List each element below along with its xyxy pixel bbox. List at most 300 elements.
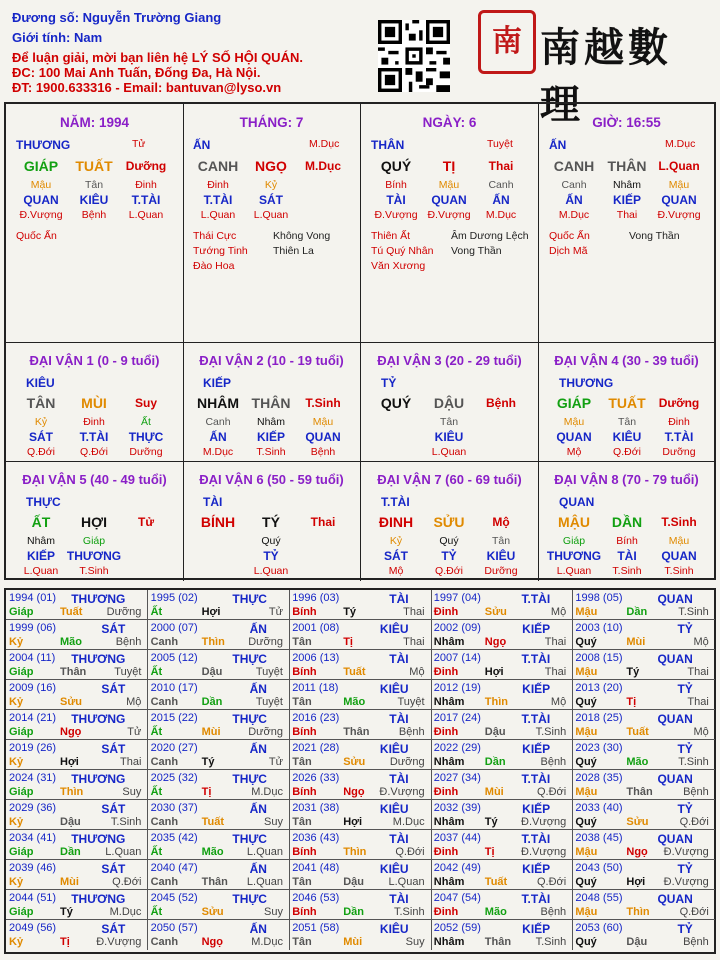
- year-branch: Hợi: [201, 606, 221, 618]
- year-label: 2002 (09): [433, 622, 481, 634]
- dai-van-hidden-stage: M.Dục: [202, 446, 234, 458]
- year-cell: [572, 890, 714, 920]
- star-label: Quốc Ấn: [16, 230, 57, 242]
- hidden-stage: Đ.Vượng: [374, 209, 418, 221]
- dai-van-hidden-stage: Q.Đới: [27, 446, 55, 458]
- dai-van-hidden-god: QUAN: [305, 430, 341, 444]
- year-ten-god: THỰC: [232, 592, 267, 606]
- year-ten-god: THỰC: [232, 832, 267, 846]
- year-stage: Bệnh: [683, 786, 709, 798]
- year-label: 2022 (29): [433, 742, 481, 754]
- year-label: 2040 (47): [150, 862, 198, 874]
- year-stage: L.Quan: [246, 846, 283, 858]
- year-stem: Ất: [150, 666, 163, 678]
- year-cell: [572, 650, 714, 680]
- hidden-stage: Bệnh: [81, 209, 107, 221]
- year-label: 2042 (49): [433, 862, 481, 874]
- year-stem: Giáp: [9, 606, 34, 618]
- year-label: 2052 (59): [433, 922, 481, 934]
- dai-van-ten-god: THỰC: [26, 495, 61, 509]
- year-ten-god: KIẾP: [522, 742, 551, 756]
- year-branch: Dần: [343, 906, 364, 918]
- star-label: Văn Xương: [371, 260, 426, 272]
- year-ten-god: THƯƠNG: [71, 712, 126, 726]
- year-label: 2011 (18): [292, 682, 339, 694]
- hidden-stem: Canh: [561, 179, 587, 191]
- year-cell: [572, 590, 714, 620]
- dai-van-stage: Thai: [310, 515, 336, 529]
- dai-van-hidden-stage: Q.Đới: [80, 446, 108, 458]
- hidden-god: T.TÀI: [131, 193, 161, 207]
- year-branch: Tý: [484, 816, 498, 828]
- year-branch: Thìn: [343, 846, 367, 858]
- year-stage: Dưỡng: [106, 606, 142, 618]
- year-cell: [148, 860, 290, 890]
- dai-van-hidden-god: T.TÀI: [664, 430, 694, 444]
- dai-van-stage: Suy: [134, 396, 157, 410]
- year-branch: Dậu: [343, 876, 364, 888]
- year-branch: Tý: [201, 756, 215, 768]
- year-stage: Mộ: [693, 636, 709, 648]
- year-ten-god: TỶ: [677, 682, 693, 696]
- year-branch: Sửu: [626, 816, 649, 828]
- dai-van-hidden-stem: Quý: [439, 535, 459, 547]
- dai-van-hidden-stem: Tân: [491, 535, 511, 547]
- dai-van-branch: HỢI: [81, 514, 107, 530]
- year-stage: T.Sinh: [678, 756, 709, 768]
- pillar-stage: Dưỡng: [125, 159, 167, 173]
- dai-van-branch: DẦN: [611, 514, 643, 530]
- year-branch: Thân: [201, 876, 228, 888]
- dai-van-hidden-stage: Dưỡng: [129, 446, 163, 458]
- year-cell: [6, 860, 148, 890]
- qr-code-icon: [378, 20, 450, 92]
- year-ten-god: KIẾP: [522, 802, 551, 816]
- year-label: 2037 (44): [433, 832, 481, 844]
- dai-van-hidden-stage: Bệnh: [310, 446, 336, 458]
- year-ten-god: KIÊU: [379, 862, 409, 876]
- dai-van-hidden-stage: Mộ: [566, 446, 582, 458]
- year-stem: Đinh: [433, 906, 459, 918]
- year-ten-god: KIẾP: [522, 922, 551, 936]
- year-label: 2024 (31): [9, 772, 57, 784]
- year-stage: Thai: [403, 606, 425, 618]
- year-stage: Bệnh: [540, 756, 567, 768]
- year-stem: Bính: [292, 786, 317, 798]
- dai-van-hidden-stem: Bính: [616, 535, 638, 547]
- year-ten-god: THƯƠNG: [71, 892, 126, 906]
- dai-van-hidden-stage: Q.Đới: [613, 446, 641, 458]
- year-branch: Mùi: [343, 936, 363, 948]
- year-cell: [289, 920, 431, 950]
- year-stage: Mộ: [126, 696, 142, 708]
- year-stage: Đ.Vượng: [379, 786, 425, 798]
- dai-van-title: ĐẠI VẬN 8 (70 - 79 tuổi): [554, 472, 699, 487]
- year-stem: Ất: [150, 606, 163, 618]
- year-label: 2053 (60): [575, 922, 623, 934]
- year-stage: Thai: [119, 756, 142, 768]
- year-stem: Mậu: [575, 726, 598, 738]
- year-ten-god: KIÊU: [379, 682, 409, 696]
- dai-van-stage: Bệnh: [486, 396, 516, 410]
- year-label: 2051 (58): [292, 922, 340, 934]
- star-label: Đào Hoa: [193, 260, 235, 272]
- pillar-stage: L.Quan: [658, 159, 700, 173]
- year-label: 2018 (25): [575, 712, 623, 724]
- year-label: 2000 (07): [150, 622, 198, 634]
- year-stem: Quý: [575, 876, 597, 888]
- year-branch: Tị: [484, 846, 495, 858]
- chart-grid: [4, 102, 716, 580]
- year-ten-god: ẤN: [249, 862, 267, 876]
- dai-van-hidden-stage: T.Sinh: [612, 565, 642, 577]
- dai-van-stem: MẬU: [558, 514, 590, 530]
- year-label: 1994 (01): [9, 592, 57, 604]
- year-label: 2019 (26): [9, 742, 57, 754]
- year-label: 2016 (23): [292, 712, 340, 724]
- year-stem: Quý: [575, 636, 597, 648]
- year-stem: Canh: [150, 936, 179, 948]
- year-branch: Dần: [60, 846, 81, 858]
- year-branch: Thân: [626, 786, 653, 798]
- pillar-stem: CANH: [197, 158, 239, 174]
- year-stage: Mộ: [693, 726, 709, 738]
- dai-van-branch: DẬU: [433, 395, 465, 411]
- year-stem: Tân: [292, 636, 312, 648]
- pillar-branch: TUẤT: [75, 158, 113, 174]
- year-label: 2003 (10): [575, 622, 623, 634]
- year-branch: Mão: [484, 906, 507, 918]
- dai-van-cell: [361, 462, 539, 581]
- dai-van-hidden-stem: Giáp: [562, 535, 586, 547]
- year-label: 2025 (32): [150, 772, 198, 784]
- year-stage: Tuyệt: [255, 696, 283, 708]
- year-cell: [572, 740, 714, 770]
- dai-van-stage: T.Sinh: [661, 515, 697, 529]
- dai-van-hidden-god: KIẾP: [256, 430, 285, 444]
- year-ten-god: TÀI: [389, 652, 409, 666]
- dai-van-stem: BÍNH: [200, 514, 236, 530]
- year-stem: Nhâm: [433, 936, 465, 948]
- dai-van-cell: [361, 343, 539, 462]
- year-stage: Mộ: [550, 606, 567, 618]
- year-branch: Dần: [626, 606, 648, 618]
- dai-van-hidden-stem: Nhâm: [26, 535, 55, 547]
- dai-van-ten-god: TỶ: [381, 376, 397, 390]
- pillar-cell: [539, 104, 714, 343]
- dai-van-branch: SỬU: [433, 514, 465, 530]
- year-ten-god: SÁT: [101, 622, 126, 636]
- year-stem: Kỷ: [9, 936, 24, 948]
- year-stem: Ất: [150, 726, 163, 738]
- star-label: Thiên Ất: [371, 230, 411, 242]
- year-stage: Tuyệt: [397, 696, 425, 708]
- year-cell: [289, 800, 431, 830]
- dai-van-ten-god: KIẾP: [203, 376, 232, 390]
- year-label: 1999 (06): [9, 622, 57, 634]
- dai-van-hidden-stage: T.Sinh: [256, 446, 286, 458]
- year-stem: Nhâm: [433, 876, 465, 888]
- year-stage: Thai: [544, 636, 567, 648]
- year-branch: Ngọ: [484, 636, 507, 648]
- year-cell: [289, 590, 431, 620]
- year-branch: Dậu: [484, 726, 506, 738]
- year-branch: Mùi: [626, 636, 646, 648]
- year-label: 2027 (34): [433, 772, 481, 784]
- year-stem: Tân: [292, 816, 312, 828]
- pillar-stage-top: Tuyệt: [487, 138, 513, 150]
- year-ten-god: THỰC: [232, 652, 267, 666]
- year-cell: [572, 830, 714, 860]
- dai-van-hidden-stem: Nhâm: [256, 416, 285, 428]
- year-cell: [6, 590, 148, 620]
- year-stage: Mộ: [550, 696, 567, 708]
- year-branch: Dậu: [201, 666, 223, 678]
- year-stage: T.Sinh: [535, 936, 567, 948]
- year-ten-god: TÀI: [389, 892, 409, 906]
- year-branch: Tị: [60, 936, 70, 948]
- year-cell: [572, 800, 714, 830]
- logo-seal: 南: [478, 10, 536, 74]
- dai-van-title: ĐẠI VẬN 2 (10 - 19 tuổi): [199, 353, 344, 368]
- dai-van-hidden-stage: L.Quan: [556, 565, 592, 577]
- dai-van-hidden-stage: Q.Đới: [435, 565, 463, 577]
- year-ten-god: TỶ: [677, 742, 693, 756]
- year-label: 2036 (43): [292, 832, 340, 844]
- dai-van-hidden-stage: Dưỡng: [484, 565, 518, 577]
- year-stage: Bệnh: [540, 906, 567, 918]
- year-ten-god: THỰC: [232, 712, 267, 726]
- year-branch: Mão: [60, 636, 82, 648]
- hidden-god: QUAN: [23, 193, 59, 207]
- pillar-branch: THÂN: [607, 158, 647, 174]
- year-label: 2010 (17): [150, 682, 198, 694]
- year-stem: Ất: [150, 906, 163, 918]
- year-branch: Thìn: [201, 636, 225, 648]
- year-label: 2004 (11): [9, 652, 56, 664]
- year-stage: T.Sinh: [110, 816, 142, 828]
- star-label: Thái Cực: [193, 230, 237, 242]
- hidden-god: ẤN: [565, 193, 583, 207]
- dai-van-hidden-stem: Giáp: [82, 535, 106, 547]
- dai-van-stem: ẤT: [31, 514, 51, 530]
- year-branch: Mùi: [201, 726, 221, 738]
- year-branch: Mão: [343, 696, 366, 708]
- year-branch: Thìn: [484, 696, 509, 708]
- year-stem: Canh: [150, 756, 179, 768]
- dai-van-hidden-god: TỶ: [263, 549, 279, 563]
- dai-van-ten-god: QUAN: [559, 495, 595, 509]
- year-label: 2032 (39): [433, 802, 481, 814]
- year-label: 2009 (16): [9, 682, 57, 694]
- year-label: 2050 (57): [150, 922, 198, 934]
- year-cell: [6, 830, 148, 860]
- gender: Giới tính: Nam: [12, 30, 103, 45]
- dai-van-hidden-god: T.TÀI: [79, 430, 109, 444]
- year-label: 1995 (02): [150, 592, 198, 604]
- dai-van-title: ĐẠI VẬN 7 (60 - 69 tuổi): [377, 472, 522, 487]
- dai-van-branch: MÙI: [81, 395, 107, 411]
- dai-van-hidden-god: THỰC: [128, 430, 164, 444]
- year-branch: Hợi: [484, 666, 504, 678]
- year-stage: M.Dục: [392, 816, 425, 828]
- dai-van-hidden-god: TÀI: [617, 549, 637, 563]
- address: ĐC: 100 Mai Anh Tuấn, Đống Đa, Hà Nội.: [12, 65, 261, 80]
- year-label: 2012 (19): [433, 682, 481, 694]
- year-branch: Hợi: [626, 876, 646, 888]
- year-stage: Tử: [268, 606, 283, 618]
- year-stem: Mậu: [575, 846, 598, 858]
- year-branch: Tuất: [343, 666, 366, 678]
- year-cell: [148, 800, 290, 830]
- year-stem: Nhâm: [433, 816, 465, 828]
- year-ten-god: T.TÀI: [521, 832, 551, 846]
- year-stem: Giáp: [9, 666, 34, 678]
- year-ten-god: SÁT: [101, 862, 126, 876]
- year-stage: Tử: [268, 756, 283, 768]
- year-ten-god: TÀI: [389, 712, 409, 726]
- year-branch: Ngọ: [626, 846, 648, 858]
- year-cell: [572, 770, 714, 800]
- dai-van-stage: T.Sinh: [305, 396, 341, 410]
- star-label: Vong Thần: [451, 245, 502, 257]
- year-stem: Nhâm: [433, 696, 465, 708]
- year-stem: Giáp: [9, 726, 34, 738]
- pillar-title: THÁNG: 7: [239, 115, 304, 130]
- hidden-stem: Bính: [385, 179, 407, 191]
- year-ten-god: SÁT: [101, 682, 126, 696]
- hidden-stage: Đ.Vượng: [427, 209, 471, 221]
- year-stage: L.Quan: [388, 876, 425, 888]
- pillar-stage: M.Dục: [305, 159, 341, 173]
- year-label: 2007 (14): [433, 652, 481, 664]
- year-branch: Tị: [201, 786, 212, 798]
- year-stage: Suy: [264, 906, 283, 918]
- year-stem: Tân: [292, 876, 312, 888]
- year-ten-god: THƯƠNG: [71, 832, 126, 846]
- hidden-stage: Thai: [616, 209, 638, 221]
- year-stem: Mậu: [575, 906, 598, 918]
- hidden-stage: M.Dục: [558, 209, 590, 221]
- year-branch: Ngọ: [201, 936, 223, 948]
- year-label: 2028 (35): [575, 772, 623, 784]
- year-stem: Kỷ: [9, 636, 24, 648]
- year-label: 2021 (28): [292, 742, 340, 754]
- year-stem: Đinh: [433, 846, 459, 858]
- year-cell: [572, 920, 714, 950]
- pillar-stem: CANH: [553, 158, 595, 174]
- year-stem: Tân: [292, 696, 312, 708]
- year-branch: Thân: [484, 936, 512, 948]
- dai-van-hidden-god: THƯƠNG: [546, 549, 602, 563]
- hidden-god: QUAN: [661, 193, 697, 207]
- year-label: 2015 (22): [150, 712, 198, 724]
- year-ten-god: THƯƠNG: [71, 772, 126, 786]
- year-stem: Canh: [150, 696, 179, 708]
- year-label: 2030 (37): [150, 802, 198, 814]
- year-cell: [431, 920, 573, 950]
- hidden-stem: Mậu: [30, 179, 52, 191]
- year-cell: [431, 830, 573, 860]
- year-stem: Ất: [150, 846, 163, 858]
- year-branch: Hợi: [343, 816, 363, 828]
- year-branch: Ngọ: [343, 786, 365, 798]
- year-label: 2035 (42): [150, 832, 198, 844]
- pillar-branch: NGỌ: [255, 158, 287, 174]
- year-cell: [148, 740, 290, 770]
- dai-van-ten-god: THƯƠNG: [559, 376, 614, 390]
- dai-van-stage: Tử: [137, 515, 155, 529]
- year-ten-god: KIẾP: [522, 862, 551, 876]
- year-branch: Tý: [343, 606, 357, 618]
- year-label: 1998 (05): [575, 592, 623, 604]
- year-ten-god: KIẾP: [522, 682, 551, 696]
- star-label: Tướng Tinh: [193, 245, 248, 257]
- year-stage: M.Dục: [109, 906, 142, 918]
- dai-van-title: ĐẠI VẬN 4 (30 - 39 tuổi): [554, 353, 699, 368]
- hidden-stem: Nhâm: [612, 179, 641, 191]
- dai-van-branch: TÝ: [262, 514, 280, 530]
- year-cell: [572, 860, 714, 890]
- year-stem: Kỷ: [9, 756, 24, 768]
- star-label: Thiên La: [273, 245, 314, 257]
- dai-van-hidden-god: SÁT: [29, 430, 53, 444]
- year-stage: M.Dục: [251, 936, 283, 948]
- dai-van-hidden-god: THƯƠNG: [66, 549, 122, 563]
- dai-van-hidden-stem: Mậu: [312, 416, 334, 428]
- year-cell: [431, 890, 573, 920]
- year-stage: Mộ: [409, 666, 425, 678]
- hidden-god: TÀI: [386, 193, 406, 207]
- hidden-stem: Mậu: [438, 179, 460, 191]
- dai-van-hidden-god: QUAN: [661, 549, 697, 563]
- year-ten-god: KIÊU: [379, 622, 409, 636]
- star-label: Quốc Ấn: [549, 230, 590, 242]
- year-cell: [431, 650, 573, 680]
- year-ten-god: QUAN: [657, 652, 693, 666]
- year-ten-god: QUAN: [657, 592, 693, 606]
- pillar-cell: [361, 104, 539, 343]
- year-ten-god: T.TÀI: [521, 892, 551, 906]
- year-branch: Mão: [201, 846, 224, 858]
- year-cell: [6, 710, 148, 740]
- owner-name: Đương số: Nguyễn Trường Giang: [12, 10, 222, 25]
- year-stage: Đ.Vượng: [96, 936, 142, 948]
- year-stem: Canh: [150, 876, 179, 888]
- year-stage: Bệnh: [683, 936, 709, 948]
- year-stage: Thai: [687, 666, 709, 678]
- dai-van-hidden-stem: Tân: [439, 416, 459, 428]
- year-stem: Bính: [292, 666, 317, 678]
- dai-van-hidden-stem: Canh: [205, 416, 231, 428]
- dai-van-hidden-stem: Tân: [617, 416, 637, 428]
- year-ten-god: ẤN: [249, 742, 267, 756]
- dai-van-hidden-stage: T.Sinh: [664, 565, 694, 577]
- dai-van-title: ĐẠI VẬN 5 (40 - 49 tuổi): [22, 472, 167, 487]
- year-ten-god: TỶ: [677, 922, 693, 936]
- year-stem: Bính: [292, 906, 317, 918]
- year-stem: Quý: [575, 696, 597, 708]
- year-ten-god: TÀI: [389, 832, 409, 846]
- pillar-ten-god: THƯƠNG: [16, 138, 71, 152]
- year-ten-god: QUAN: [657, 892, 693, 906]
- year-branch: Ngọ: [60, 726, 82, 738]
- hidden-stage: L.Quan: [128, 209, 164, 221]
- year-stage: Q.Đới: [395, 846, 425, 858]
- year-cell: [431, 740, 573, 770]
- year-stage: T.Sinh: [678, 606, 709, 618]
- year-stage: Q.Đới: [679, 816, 709, 828]
